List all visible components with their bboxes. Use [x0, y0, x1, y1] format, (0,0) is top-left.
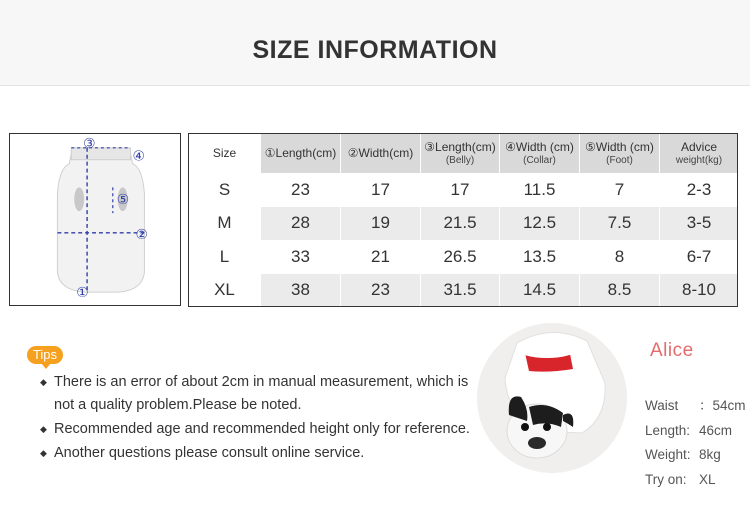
- table-cell: 17: [341, 174, 421, 207]
- stat-try-on: Try on: XL: [645, 471, 716, 487]
- sweater-collar: [71, 148, 130, 160]
- table-cell: 8: [580, 240, 660, 273]
- table-row: [189, 174, 739, 207]
- tip-text: Another questions please consult online service.: [54, 445, 365, 461]
- table-cell: 23: [341, 273, 421, 306]
- measurement-diagram: [9, 133, 181, 306]
- table-cell: 33: [261, 240, 341, 273]
- tips-list: [40, 371, 480, 466]
- table-cell: 17: [421, 174, 500, 207]
- french-bulldog-illustration: [477, 323, 627, 473]
- table-cell: 7.5: [580, 207, 660, 240]
- stat-waist: Waist ：54cm: [645, 398, 746, 413]
- marker-1: ①: [76, 285, 89, 302]
- table-cell: 26.5: [421, 240, 500, 273]
- table-cell: 8-10: [660, 273, 739, 306]
- table-cell: 6-7: [660, 240, 739, 273]
- marker-2: ②: [135, 226, 148, 243]
- table-cell: L: [189, 240, 261, 273]
- tip-text: Recommended age and recommended height only for reference.: [54, 421, 470, 437]
- model-name: Alice: [650, 340, 694, 361]
- table-row: [189, 207, 739, 240]
- page-title: SIZE INFORMATION: [252, 36, 498, 64]
- table-cell: S: [189, 174, 261, 207]
- table-cell: 8.5: [580, 273, 660, 306]
- tip-text: There is an error of about 2cm in manual measurement, which is not a quality problem.Please be noted.: [54, 374, 469, 413]
- table-cell: 38: [261, 273, 341, 306]
- table-row: [189, 273, 739, 306]
- table-cell: 2-3: [660, 174, 739, 207]
- table-cell: 11.5: [500, 174, 580, 207]
- model-stats: [645, 394, 746, 492]
- header-belly-length: ③Length(cm) (Belly): [421, 134, 500, 174]
- table-cell: 13.5: [500, 240, 580, 273]
- header-collar-width: ④Width (cm) (Collar): [500, 134, 580, 174]
- table-cell: 3-5: [660, 207, 739, 240]
- table-cell: 28: [261, 207, 341, 240]
- table-cell: 31.5: [421, 273, 500, 306]
- header-length: ①Length(cm): [261, 134, 341, 174]
- sweater-measurement-illustration: [10, 134, 180, 305]
- header-size: Size: [189, 134, 261, 174]
- stat-length: Length: 46cm: [645, 422, 733, 438]
- sweater-leg-hole-left: [74, 187, 84, 211]
- model-dog-photo: [477, 323, 627, 473]
- diamond-bullet-icon: ◆: [40, 424, 47, 434]
- header-foot-width: ⑤Width (cm) (Foot): [580, 134, 660, 174]
- stat-weight: Weight: 8kg: [645, 447, 721, 462]
- table-cell: M: [189, 207, 261, 240]
- tip-item: [40, 418, 480, 441]
- tip-item: [40, 442, 480, 465]
- table-header-row: [189, 134, 739, 174]
- sweater-shape: [57, 154, 144, 292]
- table-cell: 21.5: [421, 207, 500, 240]
- tip-item: [40, 371, 480, 417]
- diamond-bullet-icon: ◆: [40, 448, 47, 458]
- table-cell: 23: [261, 174, 341, 207]
- marker-4: ④: [132, 148, 145, 165]
- table-cell: 12.5: [500, 207, 580, 240]
- diamond-bullet-icon: ◆: [40, 377, 47, 387]
- table-row: [189, 240, 739, 273]
- marker-3: ③: [83, 135, 96, 152]
- marker-5: ⑤: [116, 192, 130, 209]
- table-cell: 14.5: [500, 273, 580, 306]
- header-width: ②Width(cm): [341, 134, 421, 174]
- tips-badge: Tips: [27, 346, 63, 364]
- table-cell: 7: [580, 174, 660, 207]
- header-advice-weight: Advice weight(kg): [660, 134, 739, 174]
- table-cell: XL: [189, 273, 261, 306]
- table-cell: 19: [341, 207, 421, 240]
- size-table: [188, 133, 739, 307]
- table-cell: 21: [341, 240, 421, 273]
